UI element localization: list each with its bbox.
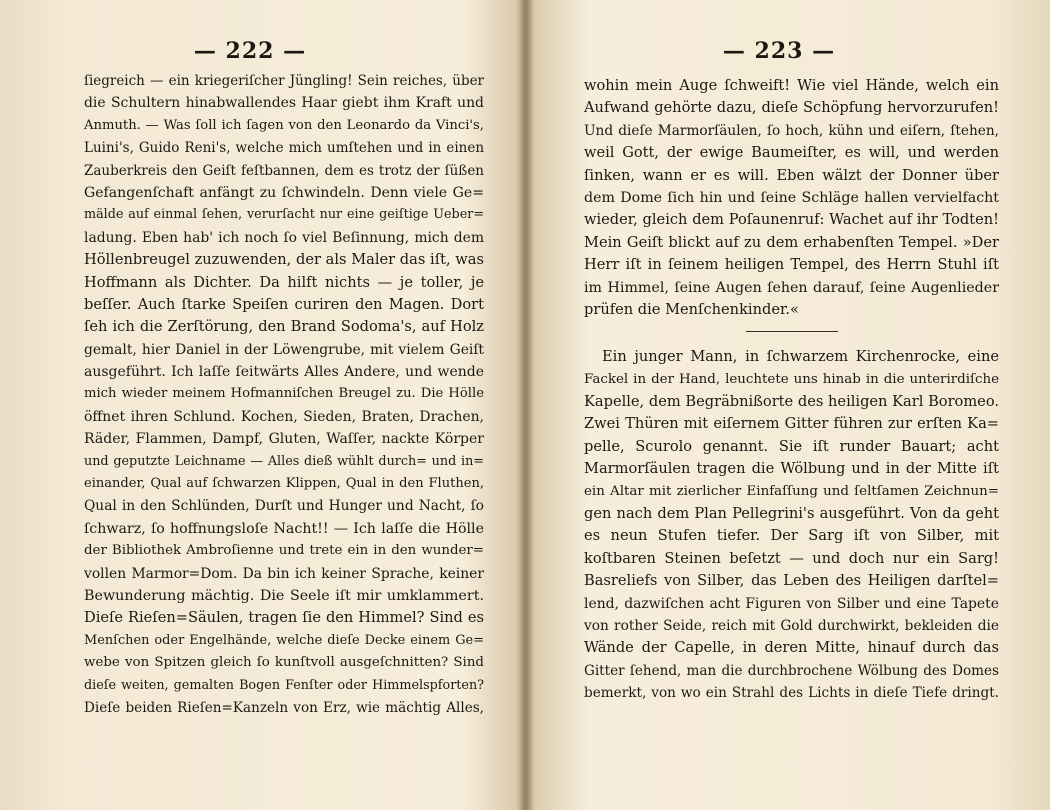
section-divider — [746, 331, 838, 332]
text-line: ausgeführt. Ich laſſe ſeitwärts Alles Andere, und wende — [84, 364, 484, 381]
text-line: Dieſe beiden Rieſen=Kanzeln von Erz, wie mächtig Alles, — [84, 699, 484, 716]
text-line: die Schultern hinabwallendes Haar giebt ihm Kraft und — [84, 95, 484, 112]
text-line: Aufwand gehörte dazu, dieſe Schöpfung hervorzurufen! — [584, 99, 999, 117]
text-line: ſeh ich die Zerſtörung, den Brand Sodoma's, auf Holz — [84, 318, 484, 336]
text-line: Marmorſäulen tragen die Wölbung und in der Mitte iſt — [584, 460, 999, 478]
text-line: dieſe weiten, gemalten Bogen Fenſter oder Himmelspforten? — [84, 677, 484, 693]
text-line: Luini's, Guido Reni's, welche mich umſtehen und in einen — [84, 140, 484, 157]
text-line: webe von Spitzen gleich ſo kunſtvoll ausgeſchnitten? Sind — [84, 655, 484, 671]
text-line: pelle, Scurolo genannt. Sie iſt runder Bauart; acht — [584, 437, 999, 455]
page-number-left: — 222 — — [193, 38, 307, 64]
text-line: mälde auf einmal ſehen, verurſacht nur eine geiſtige Ueber= — [84, 207, 484, 223]
text-line: koſtbaren Steinen beſetzt — und doch nur ein Sarg! — [584, 549, 999, 567]
text-line: ladung. Eben hab' ich noch ſo viel Beſinnung, mich dem — [84, 229, 484, 246]
text-line: lend, dazwiſchen acht Figuren von Silber und eine Tapete — [584, 595, 999, 612]
text-line: Gefangenſchaft anfängt zu ſchwindeln. Denn viele Ge= — [84, 184, 484, 201]
text-line: im Himmel, ſeine Augen ſehen darauf, ſeine Augenlieder — [584, 279, 999, 296]
paragraph-quote — [584, 75, 999, 321]
text-line: ſiegreich — ein kriegeriſcher Jüngling! Sein reiches, über — [84, 73, 484, 89]
text-line: Ein junger Mann, in ſchwarzem Kirchenrocke, eine — [602, 348, 999, 366]
text-line: von rother Seide, reich mit Gold durchwirkt, bekleiden die — [584, 617, 999, 634]
text-line: Anmuth. — Was ſoll ich ſagen von den Leonardo da Vinci's, — [84, 117, 484, 133]
text-line: mich wieder meinem Hofmanniſchen Breugel zu. Die Hölle — [84, 386, 484, 402]
text-line: ſchwarz, ſo hoffnungsloſe Nacht!! — Ich laſſe die Hölle — [84, 520, 484, 537]
text-line: Qual in den Schlünden, Durſt und Hunger und Nacht, ſo — [84, 498, 484, 515]
text-line: Fackel in der Hand, leuchtete uns hinab in die unterirdiſche — [584, 371, 999, 387]
right-page — [532, 0, 1050, 810]
text-line: Mein Geiſt blickt auf zu dem erhabenſten Tempel. »Der — [584, 233, 999, 251]
text-line: einander, Qual auf ſchwarzen Klippen, Qual in den Fluthen, — [84, 476, 484, 492]
text-line: wieder, gleich dem Poſaunenruf: Wachet auf ihr Todten! — [584, 211, 999, 229]
text-line: Hoffmann als Dichter. Da hilft nichts — je toller, je — [84, 273, 484, 291]
text-line: bemerkt, von wo ein Strahl des Lichts in dieſe Tiefe dringt. — [584, 685, 999, 702]
text-line: Bewunderung mächtig. Die Seele iſt mir umklammert. — [84, 587, 484, 604]
text-line: Und dieſe Marmorſäulen, ſo hoch, kühn und eiſern, ſtehen, — [584, 122, 999, 139]
text-line: weil Gott, der ewige Baumeiſter, es will, und werden — [584, 144, 999, 162]
text-line: Wände der Capelle, in deren Mitte, hinauf durch das — [584, 639, 999, 657]
paragraph-crypt — [584, 346, 999, 704]
text-line: Zauberkreis den Geiſt feſtbannen, dem es trotz der ſüßen — [84, 162, 484, 179]
text-line: Höllenbreugel zuzuwenden, der als Maler das iſt, was — [84, 251, 484, 269]
text-line: gen nach dem Plan Pellegrini's ausgeführt. Von da geht — [584, 505, 999, 523]
text-line: Zwei Thüren mit eiſernem Gitter führen zur erſten Ka= — [584, 415, 999, 433]
text-line: ſinken, wann er es will. Eben wälzt der Donner über — [584, 166, 999, 184]
text-line: prüfen die Menſchenkinder.« — [584, 300, 799, 318]
text-line: beſſer. Auch ſtarke Speiſen curiren den Magen. Dort — [84, 295, 484, 313]
text-line: Basreliefs von Silber, das Leben des Heiligen darſtel= — [584, 572, 999, 590]
text-line: Räder, Flammen, Dampf, Gluten, Waſſer, nackte Körper — [84, 431, 484, 448]
text-line: der Bibliothek Ambroſienne und trete ein in den wunder= — [84, 543, 484, 559]
text-line: es neun Stufen tiefer. Der Sarg iſt von Silber, mit — [584, 527, 999, 545]
text-line: Gitter ſehend, man die durchbrochene Wölbung des Domes — [584, 662, 999, 679]
text-line: wohin mein Auge ſchweift! Wie viel Hände, welch ein — [584, 77, 999, 94]
text-line: dem Dome ſich hin und ſeine Schläge hallen vervielfacht — [584, 189, 999, 206]
text-line: vollen Marmor=Dom. Da bin ich keiner Sprache, keiner — [84, 565, 484, 582]
text-line: Kapelle, dem Begräbnißorte des heiligen Karl Boromeo. — [584, 393, 999, 411]
page-number-right: — 223 — — [722, 38, 836, 64]
right-page-text — [584, 75, 999, 705]
text-line: Menſchen oder Engelhände, welche dieſe Decke einem Ge= — [84, 632, 484, 648]
left-page — [0, 0, 520, 810]
text-line: öffnet ihren Schlund. Kochen, Sieden, Braten, Drachen, — [84, 408, 484, 425]
text-line: und geputzte Leichname — Alles dieß wühlt durch= und in= — [84, 453, 484, 469]
text-line: ein Altar mit zierlicher Einfaſſung und ſeltſamen Zeichnun= — [584, 483, 999, 499]
text-line: Dieſe Rieſen=Säulen, tragen ſie den Himmel? Sind es — [84, 609, 484, 627]
text-line: Herr iſt in ſeinem heiligen Tempel, des Herrn Stuhl iſt — [584, 256, 999, 274]
left-page-text — [84, 70, 484, 719]
text-line: gemalt, hier Daniel in der Löwengrube, mit vielem Geiſt — [84, 341, 484, 358]
